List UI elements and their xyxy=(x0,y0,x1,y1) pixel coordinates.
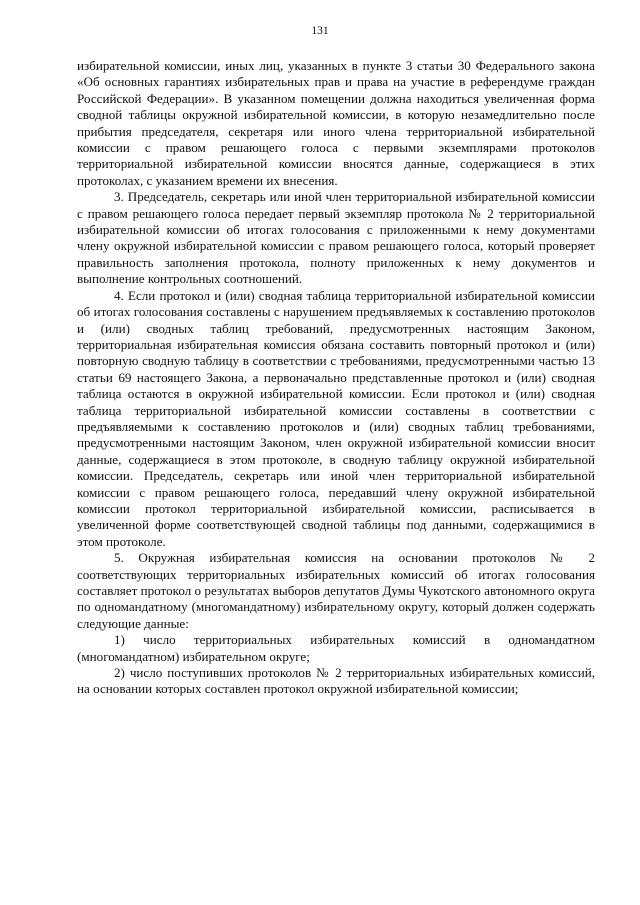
paragraph-item-4: 4. Если протокол и (или) сводная таблица территориальной избирательной комиссии об итогах голосования составлены с нарушением предъявляемых к составлению протоколов и (или) сводных таблиц требований, предусмотренных настоящим Законом, территориальная избирательная комиссия обязана составить повторный протокол и (или) повторную сводную таблицу в соответствии с требованиями, предусмотренными частью 13 статьи 69 настоящего Закона, а первоначально представленные протокол и (или) сводная таблица остаются в окружной избирательной комиссии. Если протокол и (или) сводная таблица территориальной избирательной комиссии составлены в соответствии с предъявляемыми к составлению протоколов и (или) сводных таблиц требованиями, предусмотренными настоящим Законом, член окружной избирательной комиссии вносит данные, содержащиеся в этом протоколе, в сводную таблицу окружной избирательной комиссии. Председатель, секретарь или иной член территориальной избирательной комиссии с правом решающего голоса, передавший члену окружной избирательной комиссии протокол территориальной избирательной комиссии, расписывается в увеличенной форме соответствующей сводной таблицы под данными, содержащимися в этом протоколе. xyxy=(77,287,595,549)
paragraph-continuation: избирательной комиссии, иных лиц, указанных в пункте 3 статьи 30 Федерального закона «Об основных гарантиях избирательных прав и права на участие в референдуме граждан Российской Федерации». В указанном помещении должна находиться увеличенная форма сводной таблицы окружной избирательной комиссии, в которую незамедлительно после прибытия председателя, секретаря или иного члена территориальной избирательной комиссии с правом решающего голоса с первыми экземплярами протоколов территориальной избирательной комиссии вносятся данные, содержащиеся в этих протоколах, с указанием времени их внесения. xyxy=(77,58,595,188)
subitem-1: 1) число территориальных избирательных комиссий в одномандатном (многомандатном) избирательном округе; xyxy=(77,632,595,664)
paragraph-item-3: 3. Председатель, секретарь или иной член территориальной избирательной комиссии с правом решающего голоса передает первый экземпляр протокола № 2 территориальной избирательной комиссии об итогах голосования с приложенными к нему документами члену окружной избирательной комиссии с правом решающего голоса, который проверяет правильность заполнения протокола, полноту приложенных к нему документов и выполнение контрольных соотношений. xyxy=(77,189,595,287)
subitem-2: 2) число поступивших протоколов № 2 территориальных избирательных комиссий, на основании которых составлен протокол окружной избирательной комиссии; xyxy=(77,665,595,697)
document-body xyxy=(77,58,595,698)
paragraph-item-5: 5. Окружная избирательная комиссия на основании протоколов № 2 соответствующих территориальных избирательных комиссий об итогах голосования составляет протокол о результатах выборов депутатов Думы Чукотского автономного округа по одномандатному (многомандатному) избирательному округу, который должен содержать следующие данные: xyxy=(77,550,595,631)
page-number: 131 xyxy=(311,25,329,37)
